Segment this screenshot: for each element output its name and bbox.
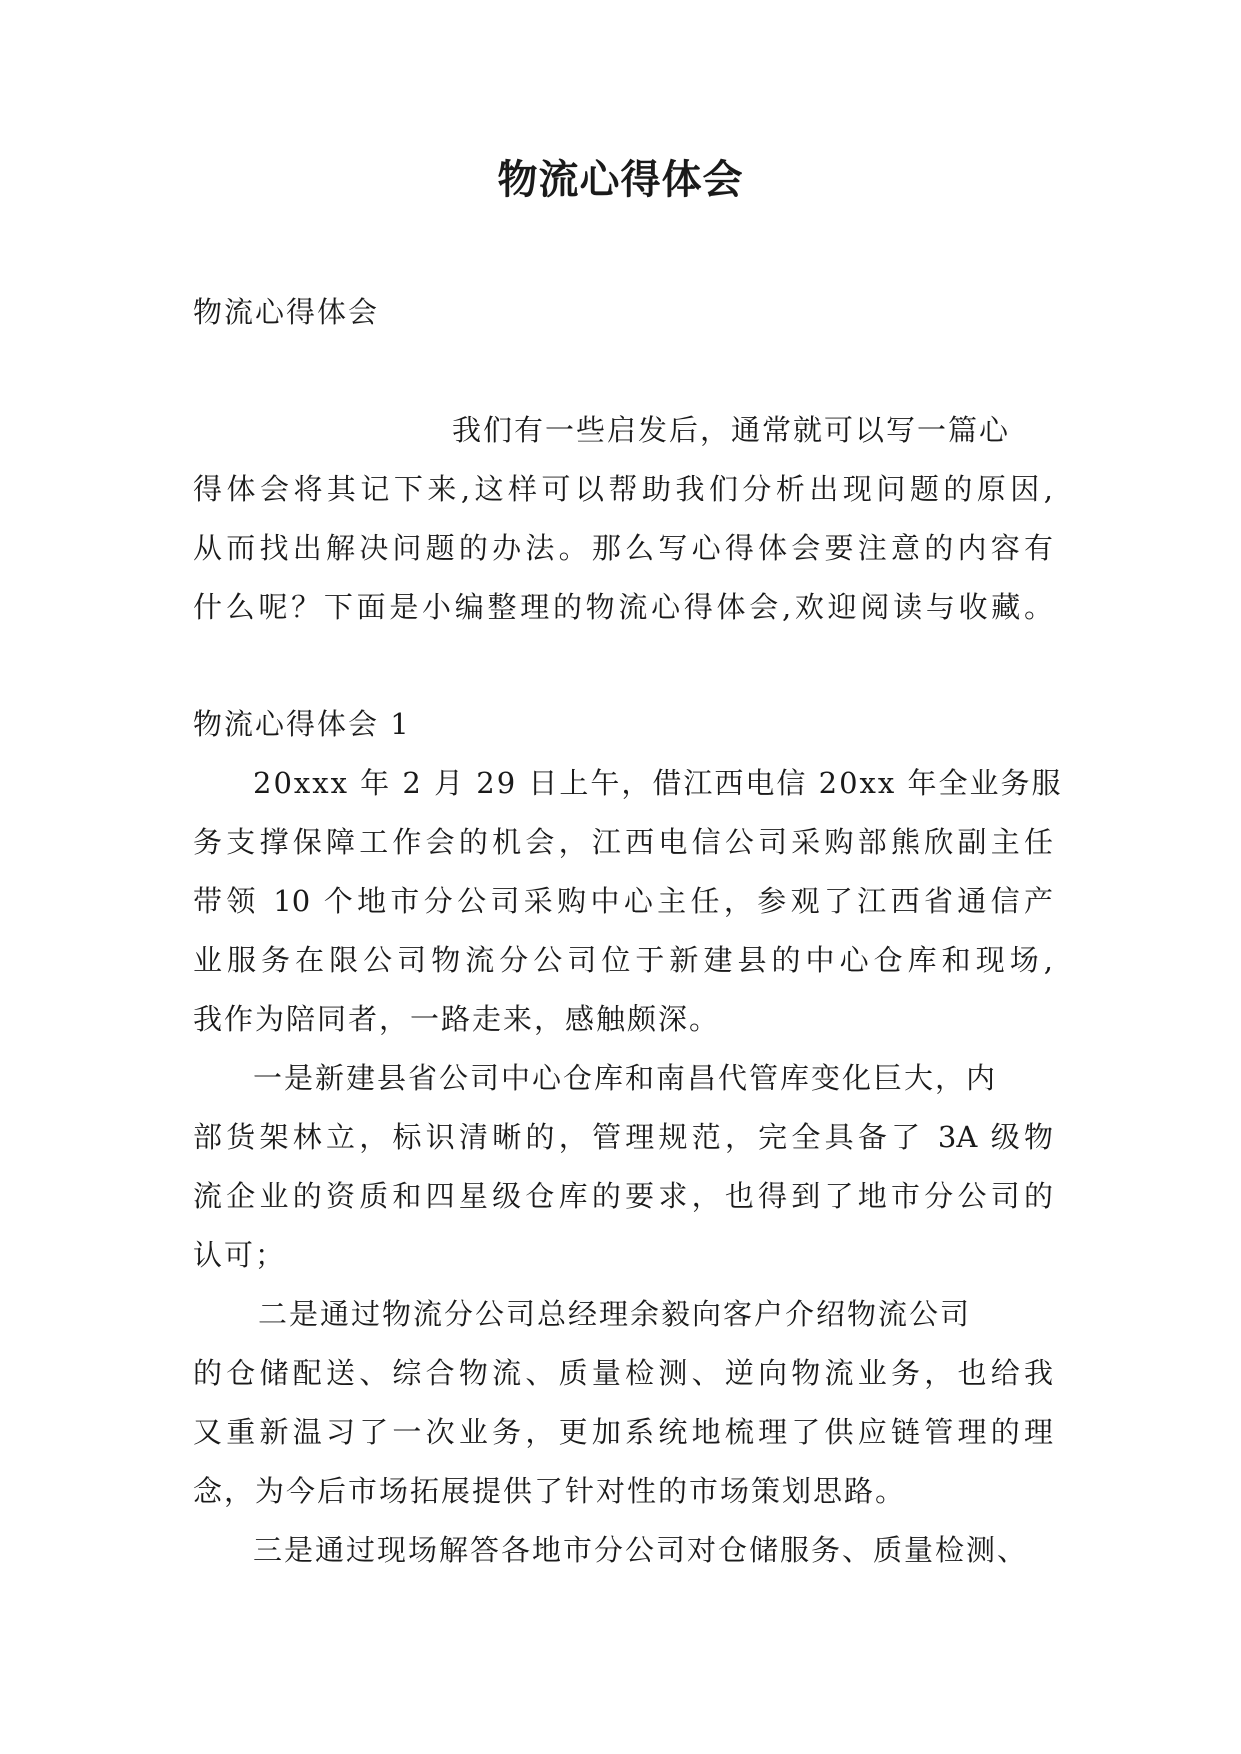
section-heading: 物流心得体会 1	[193, 707, 411, 741]
body-line: 带领 10 个地市分公司采购中心主任，参观了江西省通信产	[193, 884, 1053, 918]
body-line: 念，为今后市场拓展提供了针对性的市场策划思路。	[193, 1474, 907, 1508]
body-line: 一是新建县省公司中心仓库和南昌代管库变化巨大，内	[253, 1061, 998, 1095]
intro-line: 从而找出解决问题的办法。那么写心得体会要注意的内容有	[193, 531, 1053, 565]
body-line: 的仓储配送、综合物流、质量检测、逆向物流业务，也给我	[193, 1356, 1053, 1390]
body-line: 我作为陪同者，一路走来，感触颇深。	[193, 1002, 721, 1036]
body-line: 部货架林立，标识清晰的，管理规范，完全具备了 3A 级物	[193, 1120, 1053, 1154]
body-line: 流企业的资质和四星级仓库的要求，也得到了地市分公司的	[193, 1179, 1053, 1213]
body-line: 三是通过现场解答各地市分公司对仓储服务、质量检测、	[253, 1533, 1029, 1567]
body-line: 20xxx 年 2 月 29 日上午，借江西电信 20xx 年全业务服	[253, 766, 1063, 800]
body-line: 二是通过物流分公司总经理余毅向客户介绍物流公司	[258, 1297, 972, 1331]
body-line: 业服务在限公司物流分公司位于新建县的中心仓库和现场,	[193, 943, 1053, 977]
intro-line: 我们有一些启发后，通常就可以写一篇心	[452, 413, 1011, 447]
body-line: 务支撑保障工作会的机会，江西电信公司采购部熊欣副主任	[193, 825, 1053, 859]
document-title: 物流心得体会	[497, 156, 744, 203]
body-line: 认可；	[193, 1238, 287, 1272]
subtitle: 物流心得体会	[193, 295, 380, 329]
intro-line: 什么呢？下面是小编整理的物流心得体会,欢迎阅读与收藏。	[193, 590, 1053, 624]
body-line: 又重新温习了一次业务，更加系统地梳理了供应链管理的理	[193, 1415, 1053, 1449]
intro-line: 得体会将其记下来,这样可以帮助我们分析出现问题的原因,	[193, 472, 1053, 506]
